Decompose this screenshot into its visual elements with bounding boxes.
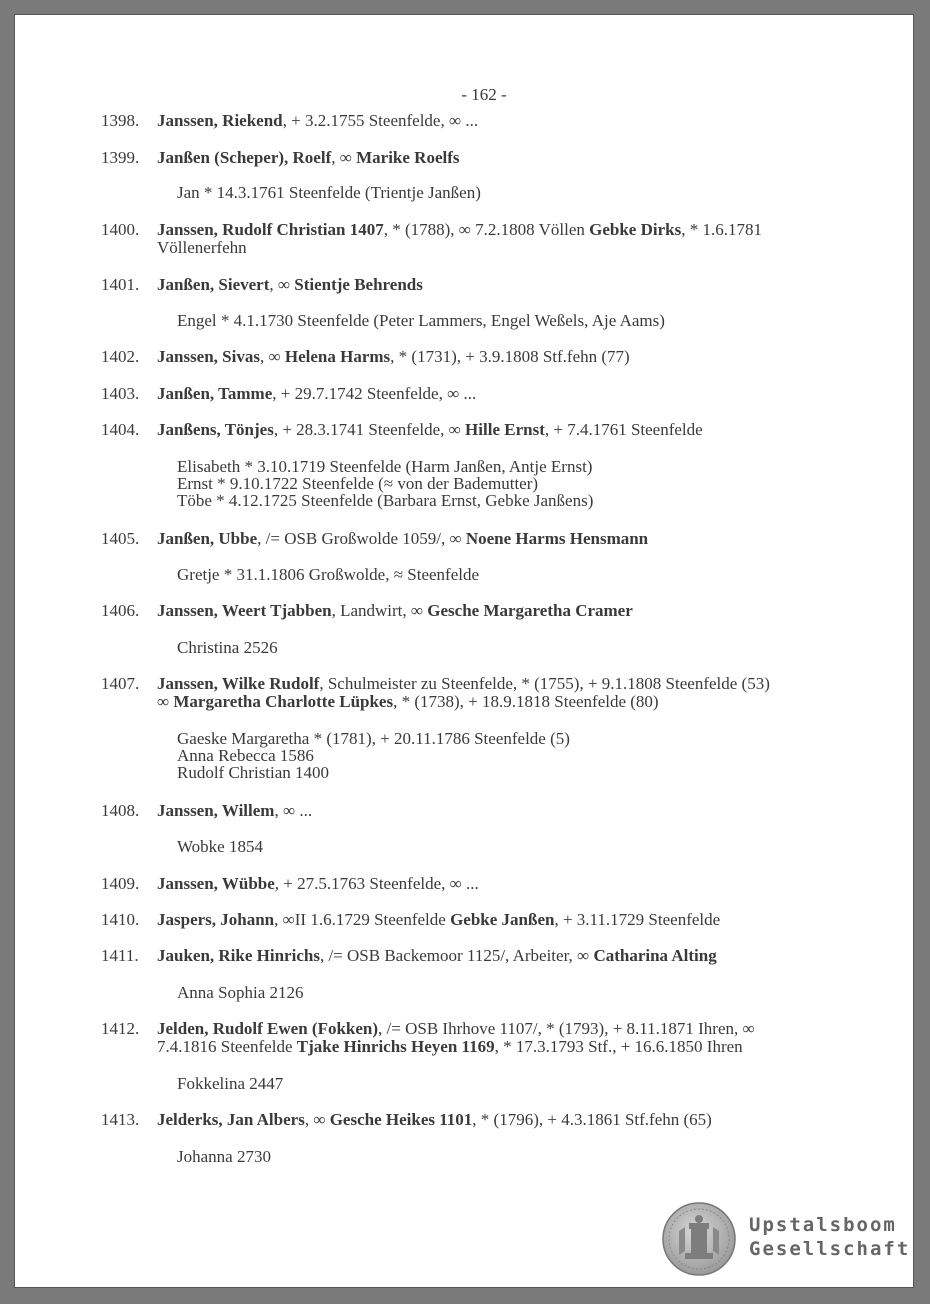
child-line: Elisabeth * 3.10.1719 Steenfelde (Harm Janßen, Antje Ernst) bbox=[177, 457, 593, 476]
entry-continuation bbox=[101, 1038, 861, 1056]
entry-1406 bbox=[101, 602, 861, 620]
entry-details: , * 17.3.1793 Stf., + 16.6.1850 Ihren bbox=[494, 1037, 743, 1056]
entry-number: 1407. bbox=[101, 674, 140, 693]
seal-icon bbox=[661, 1201, 737, 1277]
entry-1413 bbox=[101, 1111, 861, 1129]
child-line: Gretje * 31.1.1806 Großwolde, ≈ Steenfelde bbox=[177, 565, 480, 584]
entry-number: 1404. bbox=[101, 420, 140, 439]
person-name: Janssen, Rudolf Christian 1407 bbox=[157, 220, 384, 239]
entry-details: , /= OSB Großwolde 1059/, ∞ bbox=[257, 529, 466, 548]
entry-number: 1400. bbox=[101, 220, 140, 239]
spouse-name: Noene Harms Hensmann bbox=[465, 529, 649, 548]
person-name: Jelden, Rudolf Ewen (Fokken) bbox=[157, 1019, 379, 1038]
entry-details: , ∞ bbox=[269, 275, 295, 294]
entry-details: , ∞ ... bbox=[274, 801, 313, 820]
entry-number: 1413. bbox=[101, 1110, 140, 1129]
person-name: Jauken, Rike Hinrichs bbox=[157, 946, 320, 965]
children-list bbox=[177, 984, 857, 1001]
spouse-name: Gesche Heikes 1101 bbox=[329, 1110, 473, 1129]
spouse-name: Catharina Alting bbox=[593, 946, 717, 965]
spouse-name: Stientje Behrends bbox=[294, 275, 423, 294]
spouse-name: Margaretha Charlotte Lüpkes bbox=[173, 692, 394, 711]
child-line: Fokkelina 2447 bbox=[177, 1074, 284, 1093]
child-line: Anna Rebecca 1586 bbox=[177, 746, 314, 765]
children-list bbox=[177, 1075, 857, 1092]
spouse-name: Gebke Dirks bbox=[589, 220, 682, 239]
entry-number: 1405. bbox=[101, 529, 140, 548]
entry-details: , * (1796), + 4.3.1861 Stf.fehn (65) bbox=[472, 1110, 712, 1129]
entry-1405 bbox=[101, 530, 861, 548]
child-line: Jan * 14.3.1761 Steenfelde (Trientje Janßen) bbox=[177, 183, 481, 202]
child-line: Wobke 1854 bbox=[177, 837, 263, 856]
entry-continuation: Völlenerfehn bbox=[157, 238, 247, 257]
entry-details: , + 3.2.1755 Steenfelde, ∞ ... bbox=[282, 111, 479, 130]
entry-continuation bbox=[101, 693, 861, 711]
entry-details: , * (1731), + 3.9.1808 Stf.fehn (77) bbox=[390, 347, 630, 366]
entry-details: , * (1788), ∞ 7.2.1808 Völlen bbox=[383, 220, 590, 239]
person-name: Janßen, Sievert bbox=[157, 275, 270, 294]
entry-details: , Landwirt, ∞ bbox=[331, 601, 428, 620]
person-name: Janssen, Riekend bbox=[157, 111, 283, 130]
entry-1399 bbox=[101, 149, 861, 167]
child-line: Engel * 4.1.1730 Steenfelde (Peter Lammers, Engel Weßels, Aje Aams) bbox=[177, 311, 665, 330]
entry-details: , + 28.3.1741 Steenfelde, ∞ bbox=[273, 420, 466, 439]
entry-details: , /= OSB Ihrhove 1107/, * (1793), + 8.11.1871 Ihren, ∞ bbox=[378, 1019, 755, 1038]
entry-number: 1403. bbox=[101, 384, 140, 403]
marriage-date: 7.4.1816 Steenfelde bbox=[157, 1037, 297, 1056]
entry-details: , ∞II 1.6.1729 Steenfelde bbox=[274, 910, 451, 929]
person-name: Janssen, Wilke Rudolf bbox=[157, 674, 320, 693]
person-name: Janssen, Willem bbox=[157, 801, 275, 820]
entry-details: , ∞ bbox=[304, 1110, 330, 1129]
person-name: Jelderks, Jan Albers bbox=[157, 1110, 305, 1129]
person-name: Janßen, Tamme bbox=[157, 384, 273, 403]
child-line: Rudolf Christian 1400 bbox=[177, 763, 330, 782]
spouse-name: Hille Ernst bbox=[465, 420, 545, 439]
entry-number: 1402. bbox=[101, 347, 140, 366]
children-list bbox=[177, 1148, 857, 1165]
entry-details: , + 3.11.1729 Steenfelde bbox=[554, 910, 721, 929]
entry-1400 bbox=[101, 221, 861, 257]
child-line: Töbe * 4.12.1725 Steenfelde (Barbara Ernst, Gebke Janßens) bbox=[177, 491, 594, 510]
entry-details: , /= OSB Backemoor 1125/, Arbeiter, ∞ bbox=[319, 946, 594, 965]
children-list bbox=[177, 312, 857, 329]
children-list bbox=[177, 184, 857, 201]
spouse-name: Gesche Margaretha Cramer bbox=[427, 601, 633, 620]
person-name: Janssen, Weert Tjabben bbox=[157, 601, 332, 620]
child-line: Gaeske Margaretha * (1781), + 20.11.1786 Steenfelde (5) bbox=[177, 729, 570, 748]
person-name: Janssen, Sivas bbox=[157, 347, 260, 366]
child-line: Christina 2526 bbox=[177, 638, 278, 657]
person-name: Janßen, Ubbe bbox=[157, 529, 258, 548]
entry-1410 bbox=[101, 911, 861, 929]
entry-details: , ∞ bbox=[259, 347, 285, 366]
child-line: Anna Sophia 2126 bbox=[177, 983, 304, 1002]
entry-details: , * 1.6.1781 bbox=[681, 220, 762, 239]
entry-1411 bbox=[101, 947, 861, 965]
children-list bbox=[177, 639, 857, 656]
spouse-name: Helena Harms bbox=[284, 347, 391, 366]
publisher-logo bbox=[661, 1201, 911, 1279]
entry-number: 1412. bbox=[101, 1019, 140, 1038]
person-name: Jaspers, Johann bbox=[157, 910, 275, 929]
entry-1412 bbox=[101, 1020, 861, 1056]
person-name: Janssen, Wübbe bbox=[157, 874, 275, 893]
spouse-name: Marike Roelfs bbox=[356, 148, 460, 167]
entry-details: , + 29.7.1742 Steenfelde, ∞ ... bbox=[272, 384, 477, 403]
child-line: Ernst * 9.10.1722 Steenfelde (≈ von der Bademutter) bbox=[177, 474, 539, 493]
spouse-name: Gebke Janßen bbox=[450, 910, 555, 929]
marriage-symbol: ∞ bbox=[157, 692, 174, 711]
person-name: Janßen (Scheper), Roelf bbox=[157, 148, 332, 167]
entry-number: 1411. bbox=[101, 946, 139, 965]
entry-1408 bbox=[101, 802, 861, 820]
entry-details: , + 27.5.1763 Steenfelde, ∞ ... bbox=[274, 874, 479, 893]
spouse-name: Tjake Hinrichs Heyen 1169 bbox=[296, 1037, 495, 1056]
children-list bbox=[177, 566, 857, 583]
page-number: - 162 - bbox=[461, 85, 507, 104]
entry-1401 bbox=[101, 276, 861, 294]
children-list bbox=[177, 458, 857, 509]
entry-1404 bbox=[101, 421, 861, 439]
child-line: Johanna 2730 bbox=[177, 1147, 271, 1166]
children-list bbox=[177, 838, 857, 855]
entry-number: 1409. bbox=[101, 874, 140, 893]
person-name: Janßens, Tönjes bbox=[157, 420, 274, 439]
entry-1403 bbox=[101, 385, 861, 403]
logo-text bbox=[749, 1213, 910, 1261]
entry-1407 bbox=[101, 675, 861, 711]
entry-details: , + 7.4.1761 Steenfelde bbox=[544, 420, 703, 439]
logo-line-2: Gesellschaft bbox=[749, 1238, 911, 1260]
document-page bbox=[14, 14, 914, 1288]
entry-details: , ∞ bbox=[331, 148, 357, 167]
logo-line-1: Upstalsboom bbox=[749, 1214, 897, 1236]
children-list bbox=[177, 730, 857, 781]
entry-number: 1408. bbox=[101, 801, 140, 820]
entry-number: 1399. bbox=[101, 148, 140, 167]
entry-details: , Schulmeister zu Steenfelde, * (1755), + 9.1.1808 Steenfelde (53) bbox=[319, 674, 770, 693]
entry-number: 1401. bbox=[101, 275, 140, 294]
entry-number: 1410. bbox=[101, 910, 140, 929]
entry-1398 bbox=[101, 112, 861, 130]
entry-number: 1398. bbox=[101, 111, 140, 130]
entry-details: , * (1738), + 18.9.1818 Steenfelde (80) bbox=[393, 692, 659, 711]
entry-1402 bbox=[101, 348, 861, 366]
entry-number: 1406. bbox=[101, 601, 140, 620]
entry-1409 bbox=[101, 875, 861, 893]
